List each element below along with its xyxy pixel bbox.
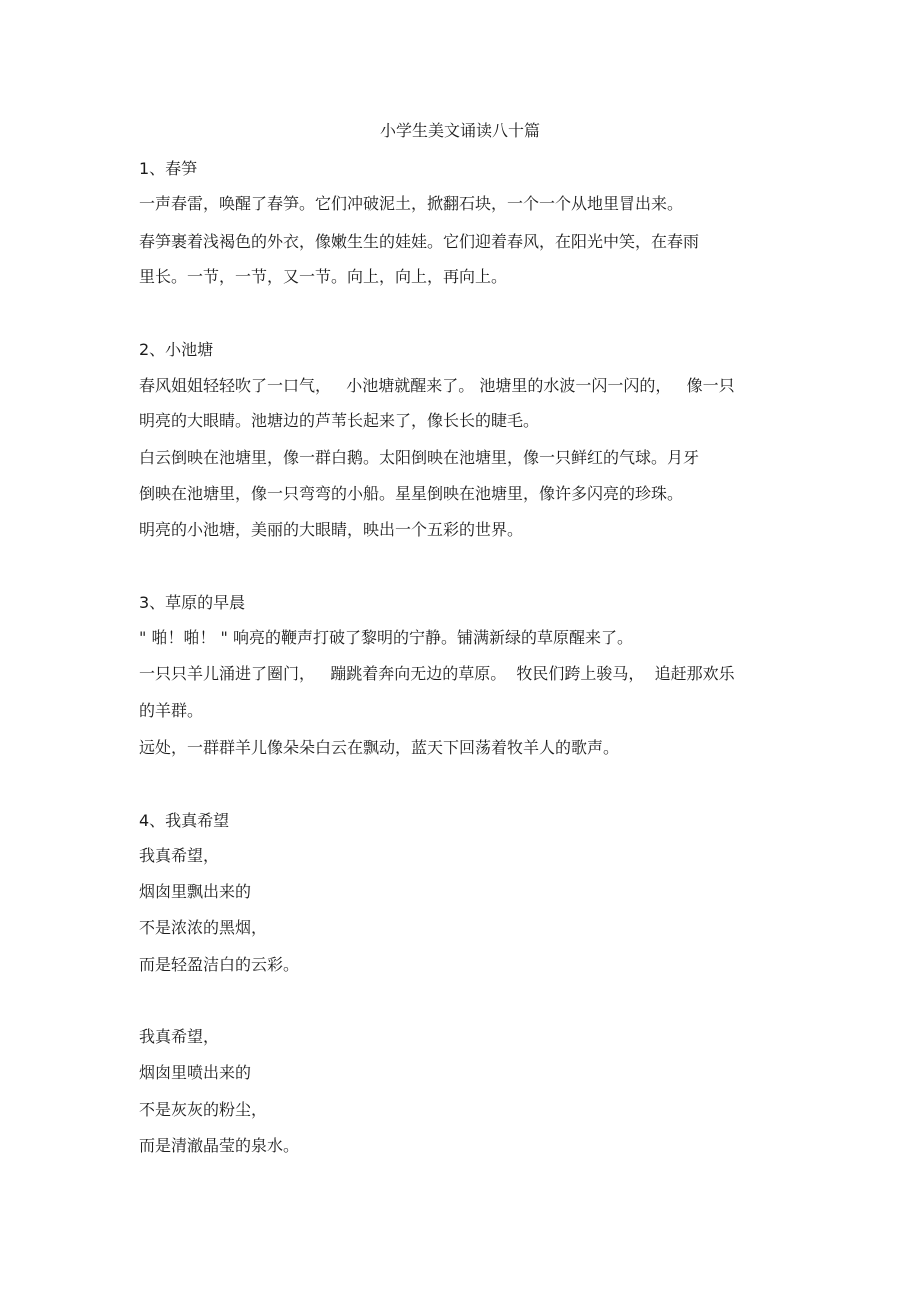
paragraph-line: 明亮的小池塘，美丽的大眼睛，映出一个五彩的世界。 [139,520,524,539]
section-heading-2: 2、小池塘 [139,340,214,359]
section-heading-1: 1、春笋 [139,159,198,178]
poem-line: 不是浓浓的黑烟， [139,918,268,937]
paragraph-line: 明亮的大眼睛。池塘边的芦苇长起来了，像长长的睫毛。 [139,411,540,430]
poem-line: 我真希望， [139,1027,220,1046]
paragraph-line: 一只只羊儿涌进了圈门， 蹦跳着奔向无边的草原。 牧民们跨上骏马， 追赶那欢乐 [139,664,735,683]
section-heading-3: 3、草原的早晨 [139,593,246,612]
paragraph-line: 春笋裹着浅褐色的外衣，像嫩生生的娃娃。它们迎着春风，在阳光中笑，在春雨 [139,232,700,251]
poem-line: 我真希望， [139,846,220,865]
paragraph-line: " 啪！啪！ " 响亮的鞭声打破了黎明的宁静。铺满新绿的草原醒来了。 [139,628,633,647]
paragraph-line: 的羊群。 [139,701,204,720]
poem-line: 而是清澈晶莹的泉水。 [139,1136,300,1155]
paragraph-line: 里长。一节，一节，又一节。向上，向上，再向上。 [139,267,508,286]
poem-line: 烟囱里喷出来的 [139,1063,252,1082]
document-title: 小学生美文诵读八十篇 [379,121,540,140]
paragraph-line: 春风姐姐轻轻吹了一口气， 小池塘就醒来了。 池塘里的水波一闪一闪的， 像一只 [139,376,735,395]
paragraph-line: 一声春雷，唤醒了春笋。它们冲破泥土，掀翻石块，一个一个从地里冒出来。 [139,194,684,213]
section-heading-4: 4、我真希望 [139,811,230,830]
poem-line: 而是轻盈洁白的云彩。 [139,955,300,974]
poem-line: 烟囱里飘出来的 [139,882,252,901]
paragraph-line: 倒映在池塘里，像一只弯弯的小船。星星倒映在池塘里，像许多闪亮的珍珠。 [139,484,684,503]
poem-line: 不是灰灰的粉尘， [139,1100,268,1119]
paragraph-line: 白云倒映在池塘里，像一群白鹅。太阳倒映在池塘里，像一只鲜红的气球。月牙 [139,448,700,467]
paragraph-line: 远处，一群群羊儿像朵朵白云在飘动，蓝天下回荡着牧羊人的歌声。 [139,738,620,757]
